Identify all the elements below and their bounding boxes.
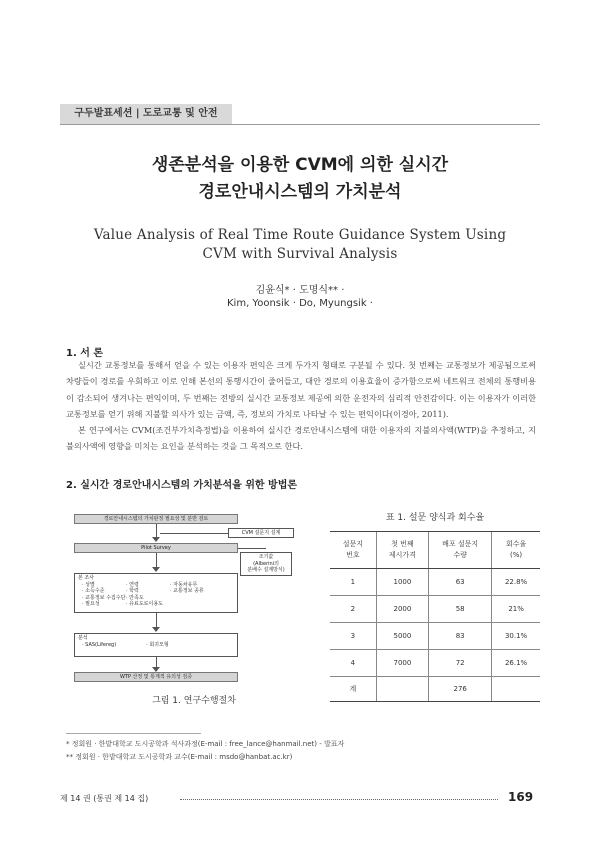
side-box-line: (Alberini의 [253, 560, 279, 567]
table-row [330, 623, 540, 650]
table-cell: 26.1% [492, 650, 540, 677]
title-english-line2: CVM with Survival Analysis [202, 246, 398, 262]
table-header-row [330, 532, 540, 569]
table-cell [492, 677, 540, 702]
flow-side-box [240, 552, 292, 576]
analysis-title: 분석 [78, 635, 88, 641]
authors-korean: 김윤식* · 도명식** · [255, 285, 345, 296]
section1-paragraph2: 본 연구에서는 CVM(조건부가치측정법)을 이용하여 실시간 경로안내시스템에 대한 이용자의 지불의사액(WTP)을 추정하고, 지불의사액에 영향을 미치는 요인을 분석하는 것을 그 목적으로 한다. [66, 425, 536, 452]
footnote-rule [66, 733, 201, 734]
table-cell: 276 [429, 677, 492, 702]
title-english-line1: Value Analysis of Real Time Route Guidance System Using [93, 227, 507, 243]
flow-pilot-survey: Pilot Survey [74, 543, 238, 553]
table-header-cell: 첫 번째 제시가격 [376, 532, 429, 569]
survey-item: · 성별 [82, 581, 95, 588]
survey-item: · 교통정보 종류 [170, 588, 204, 594]
header-rule [60, 124, 540, 125]
table-cell: 83 [429, 623, 492, 650]
flow-connector [238, 548, 266, 549]
table-header-cell: 회수율 (%) [492, 532, 540, 569]
table-header-cell: 설문지 번호 [330, 532, 376, 569]
side-box-line: 조기값 [258, 554, 274, 560]
table-cell: 63 [429, 569, 492, 596]
authors-english: Kim, Yoonsik · Do, Myungsik · [227, 298, 373, 309]
table-cell: 계 [330, 677, 376, 702]
table-row [330, 596, 540, 623]
table-cell: 2000 [376, 596, 429, 623]
table-cell: 2 [330, 596, 376, 623]
flow-step-review: 경로안내시스템의 가치판정 필요성 및 분반 검토 [74, 514, 238, 524]
table-row [330, 569, 540, 596]
table-cell: 1000 [376, 569, 429, 596]
analysis-item: · SAS(Lifereg) [82, 641, 117, 648]
section2-heading: 2. 실시간 경로안내시스템의 가치분석을 위한 방법론 [66, 480, 298, 491]
footnotes [66, 738, 536, 764]
survey-item: · 학력 [126, 588, 139, 594]
section1-heading: 1. 서 론 [66, 348, 104, 359]
title-korean-line1: 생존분석을 이용한 CVM에 의한 실시간 [151, 155, 449, 175]
table-cell: 22.8% [492, 569, 540, 596]
survey-item: · 유료도로이용도 [126, 601, 163, 607]
section1-body [66, 357, 536, 455]
table-cell: 3 [330, 623, 376, 650]
table-cell: 21% [492, 596, 540, 623]
side-box-line: 분배수 설계방식) [247, 567, 285, 573]
session-label: 구두발표세션 | 도로교통 및 안전 [60, 104, 232, 124]
table-cell: 58 [429, 596, 492, 623]
flow-arrow [152, 627, 160, 632]
flow-wtp-estimation: WTP 산정 및 통계적 유의성 검증 [74, 672, 238, 682]
page-number: 169 [508, 790, 534, 804]
survey-item: · 필요성 [82, 601, 100, 607]
survey-item: · 소득수준 [82, 588, 105, 594]
flow-analysis [74, 633, 238, 657]
figure-caption: 그림 1. 연구수행절차 [152, 696, 236, 706]
survey-item: · 연령 [126, 581, 139, 588]
table-header-cell: 배포 설문지 수량 [429, 532, 492, 569]
table-cell: 7000 [376, 650, 429, 677]
table-row [330, 650, 540, 677]
table-caption: 표 1. 설문 양식과 회수율 [385, 513, 485, 523]
footer-leader-dots [180, 799, 498, 800]
title-korean-line2: 경로안내시스템의 가치분석 [198, 182, 402, 202]
analysis-items [78, 642, 234, 649]
table-cell: 72 [429, 650, 492, 677]
table-cell: 5000 [376, 623, 429, 650]
section1-paragraph1: 실시간 교통정보를 통해서 얻을 수 있는 이용자 편익은 크게 두가지 형태로 구분될 수 있다. 첫 번째는 교통정보가 제공됨으로써 차량들이 경로를 우회하고 이로 인해 본선의 통행시간이 줄어들고, 대안 경로의 이용효율이 증가함으로써 네트워크 전체의 통행비용이 감소되어 생겨나는 편익이며, 두 번째는 전방의 실시간 교통정보 제공에 의한 운전자의 심리적 안전감이다. 이는 이용자가 이러한 교통정보를 얻기 위해 지불할 의사가 있는 금액, 즉, 정보의 가치로 나타날 수 있는 편익이다(이경아, 2011). [66, 360, 536, 419]
analysis-item: · 회귀모형 [146, 641, 169, 648]
flow-main-survey [74, 573, 238, 613]
flow-connector [160, 533, 228, 534]
table-cell: 4 [330, 650, 376, 677]
table-total-row [330, 677, 540, 702]
survey-table [330, 531, 540, 702]
survey-item: · 만족도 [126, 594, 144, 601]
flow-cvm-design: CVM 설문지 설계 [228, 528, 294, 538]
footnote-2: ** 정회원 · 한밭대학교 도시공학과 교수(E-mail : msdo@hanbat.ac.kr) [66, 753, 293, 761]
table-cell [376, 677, 429, 702]
table-cell: 1 [330, 569, 376, 596]
survey-item: · 자동차유무 [170, 581, 198, 588]
table-cell: 30.1% [492, 623, 540, 650]
footer-volume: 제 14 권 (통권 제 14 집) [60, 794, 149, 803]
footnote-1: * 정회원 · 한밭대학교 도시공학과 석사과정(E-mail : free_lance@hanmail.net) - 발표자 [66, 740, 345, 748]
main-survey-title: 본 조사 [78, 575, 95, 581]
flow-arrow [152, 567, 160, 572]
figure-flowchart [68, 510, 320, 690]
flow-arrow [152, 537, 160, 542]
survey-item: · 교통정보 수집수단 [82, 594, 126, 601]
main-survey-items [78, 582, 234, 608]
